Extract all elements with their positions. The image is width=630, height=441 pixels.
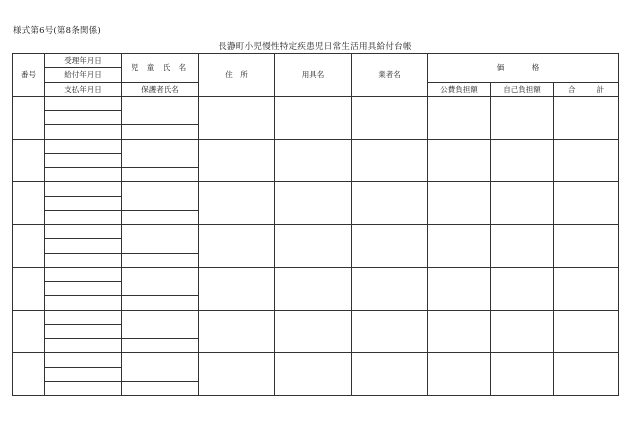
header-guardian-name: 保護者氏名 — [122, 82, 199, 96]
entry-vendor-cell[interactable] — [352, 310, 428, 353]
entry-equipment-cell[interactable] — [275, 310, 352, 353]
entry-date-cell[interactable] — [45, 210, 122, 224]
entry-guardian-name-cell[interactable] — [122, 168, 199, 182]
entry-date-cell[interactable] — [45, 267, 122, 281]
entry-address-cell[interactable] — [199, 310, 275, 353]
entry-equipment-cell[interactable] — [275, 182, 352, 225]
entry-total-cell[interactable] — [554, 310, 619, 353]
entry-child-name-cell[interactable] — [122, 139, 199, 168]
table-row — [13, 96, 619, 110]
entry-date-cell[interactable] — [45, 282, 122, 296]
entry-public-share-cell[interactable] — [428, 96, 491, 139]
entry-vendor-cell[interactable] — [352, 139, 428, 182]
header-disbursement-date: 支払年月日 — [45, 82, 122, 96]
entry-guardian-name-cell[interactable] — [122, 253, 199, 267]
entry-public-share-cell[interactable] — [428, 225, 491, 268]
header-self-share: 自己負担額 — [491, 82, 554, 96]
entry-child-name-cell[interactable] — [122, 310, 199, 339]
header-number: 番号 — [13, 54, 45, 97]
entry-self-share-cell[interactable] — [491, 267, 554, 310]
header-received-date: 受理年月日 — [45, 54, 122, 68]
entry-date-cell[interactable] — [45, 381, 122, 395]
entry-child-name-cell[interactable] — [122, 267, 199, 296]
entry-public-share-cell[interactable] — [428, 267, 491, 310]
header-address: 住 所 — [199, 54, 275, 97]
entry-date-cell[interactable] — [45, 324, 122, 338]
entry-guardian-name-cell[interactable] — [122, 339, 199, 353]
entry-total-cell[interactable] — [554, 353, 619, 396]
entry-date-cell[interactable] — [45, 296, 122, 310]
entry-total-cell[interactable] — [554, 225, 619, 268]
entry-date-cell[interactable] — [45, 111, 122, 125]
table-row — [13, 353, 619, 367]
entry-date-cell[interactable] — [45, 239, 122, 253]
entry-date-cell[interactable] — [45, 310, 122, 324]
entry-date-cell[interactable] — [45, 96, 122, 110]
entry-child-name-cell[interactable] — [122, 96, 199, 125]
entry-child-name-cell[interactable] — [122, 225, 199, 254]
header-total-char-2: 計 — [596, 84, 605, 94]
document-title: 長瀞町小児慢性特定疾患児日常生活用具給付台帳 — [218, 42, 412, 52]
table-row — [13, 225, 619, 239]
entry-public-share-cell[interactable] — [428, 353, 491, 396]
header-vendor-name: 業者名 — [352, 54, 428, 97]
entry-address-cell[interactable] — [199, 225, 275, 268]
entry-date-cell[interactable] — [45, 196, 122, 210]
entry-date-cell[interactable] — [45, 353, 122, 367]
entry-number-cell[interactable] — [13, 182, 45, 225]
entry-address-cell[interactable] — [199, 267, 275, 310]
entry-date-cell[interactable] — [45, 225, 122, 239]
entry-vendor-cell[interactable] — [352, 267, 428, 310]
entry-public-share-cell[interactable] — [428, 139, 491, 182]
entry-public-share-cell[interactable] — [428, 310, 491, 353]
entry-date-cell[interactable] — [45, 253, 122, 267]
entry-address-cell[interactable] — [199, 182, 275, 225]
entry-date-cell[interactable] — [45, 125, 122, 139]
entry-date-cell[interactable] — [45, 139, 122, 153]
header-equipment-name: 用具名 — [275, 54, 352, 97]
entry-address-cell[interactable] — [199, 353, 275, 396]
header-payment-date: 給付年月日 — [45, 68, 122, 82]
entry-date-cell[interactable] — [45, 168, 122, 182]
entry-number-cell[interactable] — [13, 139, 45, 182]
entry-equipment-cell[interactable] — [275, 225, 352, 268]
entry-date-cell[interactable] — [45, 339, 122, 353]
header-child-name: 児 童 氏 名 — [122, 54, 199, 83]
entry-self-share-cell[interactable] — [491, 225, 554, 268]
entry-date-cell[interactable] — [45, 182, 122, 196]
entry-child-name-cell[interactable] — [122, 353, 199, 382]
entry-guardian-name-cell[interactable] — [122, 125, 199, 139]
entry-address-cell[interactable] — [199, 139, 275, 182]
entry-total-cell[interactable] — [554, 182, 619, 225]
entry-self-share-cell[interactable] — [491, 310, 554, 353]
entry-self-share-cell[interactable] — [491, 353, 554, 396]
entry-number-cell[interactable] — [13, 267, 45, 310]
entry-guardian-name-cell[interactable] — [122, 210, 199, 224]
entry-equipment-cell[interactable] — [275, 353, 352, 396]
form-number-label: 様式第6号(第8条関係) — [13, 26, 101, 36]
entry-vendor-cell[interactable] — [352, 182, 428, 225]
table-row — [13, 139, 619, 153]
header-total-char-1: 合 — [568, 84, 576, 94]
header-price: 価 格 — [428, 54, 619, 83]
header-public-share: 公費負担額 — [428, 82, 491, 96]
entry-date-cell[interactable] — [45, 367, 122, 381]
entry-self-share-cell[interactable] — [491, 139, 554, 182]
entry-total-cell[interactable] — [554, 139, 619, 182]
entry-number-cell[interactable] — [13, 310, 45, 353]
entry-public-share-cell[interactable] — [428, 182, 491, 225]
entry-vendor-cell[interactable] — [352, 225, 428, 268]
entry-number-cell[interactable] — [13, 96, 45, 139]
entry-number-cell[interactable] — [13, 353, 45, 396]
register-table — [12, 53, 619, 396]
entry-self-share-cell[interactable] — [491, 182, 554, 225]
table-row — [13, 267, 619, 281]
header-total — [554, 82, 619, 96]
entry-guardian-name-cell[interactable] — [122, 381, 199, 395]
entry-guardian-name-cell[interactable] — [122, 296, 199, 310]
entry-total-cell[interactable] — [554, 96, 619, 139]
entry-equipment-cell[interactable] — [275, 139, 352, 182]
entry-vendor-cell[interactable] — [352, 353, 428, 396]
entry-total-cell[interactable] — [554, 267, 619, 310]
table-row — [13, 182, 619, 196]
entry-vendor-cell[interactable] — [352, 96, 428, 139]
entry-child-name-cell[interactable] — [122, 182, 199, 211]
entry-number-cell[interactable] — [13, 225, 45, 268]
entry-self-share-cell[interactable] — [491, 96, 554, 139]
table-row — [13, 310, 619, 324]
entry-address-cell[interactable] — [199, 96, 275, 139]
entry-date-cell[interactable] — [45, 153, 122, 167]
entry-equipment-cell[interactable] — [275, 267, 352, 310]
entry-equipment-cell[interactable] — [275, 96, 352, 139]
